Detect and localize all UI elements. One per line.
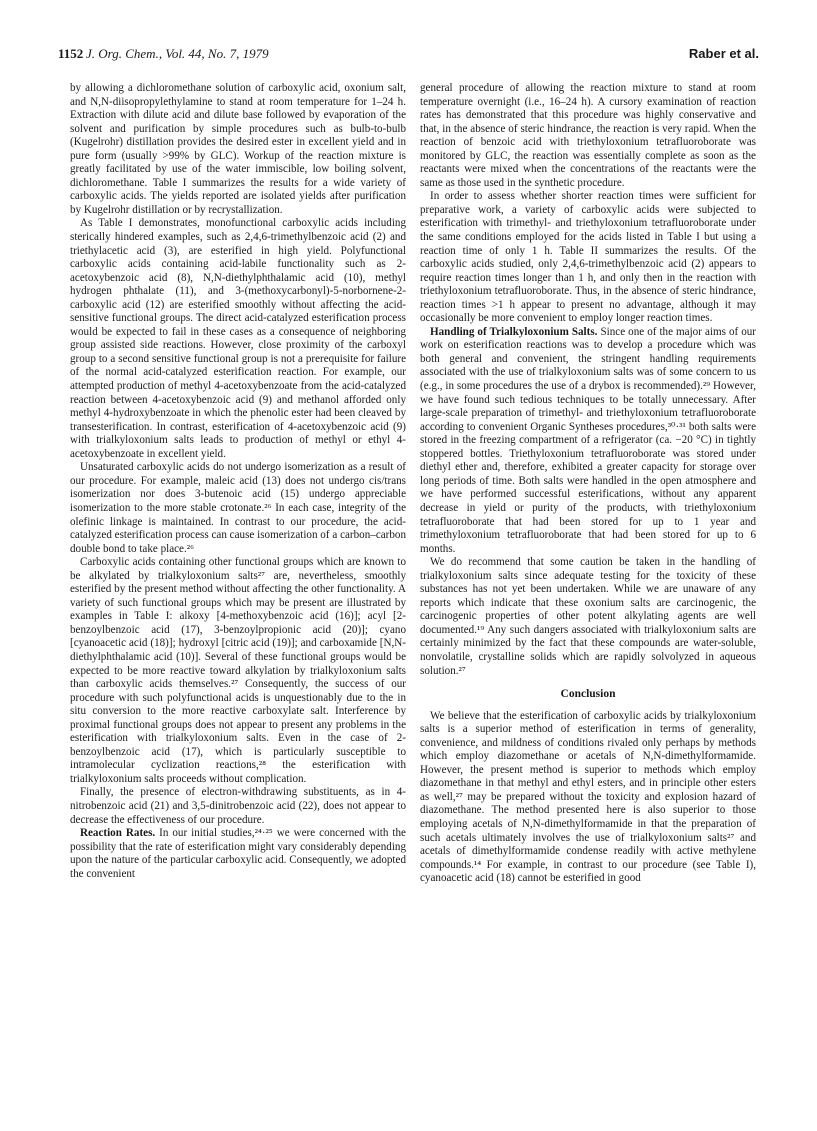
- paragraph: Finally, the presence of electron-withdrawing substituents, as in 4-nitrobenzoic acid (21) and 3,5-dinitrobenzoic acid (22), does not appear to decrease the effectiveness of our procedure.: [70, 786, 406, 826]
- journal-citation: J. Org. Chem., Vol. 44, No. 7, 1979: [86, 46, 269, 61]
- paragraph: We do recommend that some caution be taken in the handling of trialkyloxonium salts since adequate testing for the toxicity of these substances has not yet been undertaken. While we are unaware of any reports which indicate that these oxonium salts are carcinogenic, the carcinogenic properties of other potent alkylating agents are well documented.¹⁹ Any such dangers associated with trialkyloxonium salts are certainly minimized by the fact that these compounds are water-soluble, nonvolatile, crystalline solids which are rapidly solvolyzed in aqueous solution.²⁷: [420, 556, 756, 677]
- paragraph: In order to assess whether shorter reaction times were sufficient for preparative work, a variety of carboxylic acids were subjected to esterification with trimethyl- and triethyloxonium tetrafluoroborate under the same conditions employed for the acids listed in Table I but using a reaction time of only 1 h. Table II summarizes the results. Of the carboxylic acids studied, only 2,4,6-trimethylbenzoic acid (2) appears to require reaction times longer than 1 h, and only then in the reaction with triethyloxonium tetrafluoroborate. Thus, in the absence of steric hindrance, reaction times >1 h appear to present no advantage, although it may occasionally be more convenient to employ longer reaction times.: [420, 190, 756, 325]
- paragraph: Unsaturated carboxylic acids do not undergo isomerization as a result of our procedure. For example, maleic acid (13) does not undergo cis/trans isomerization nor does 3-butenoic acid (15) undergo appreciable isomerization to the more stable crotonate.²⁶ In each case, integrity of the olefinic linkage is maintained. In contrast to our procedure, the acid-catalyzed esterification process can cause isomerization of a carbon–carbon double bond to take place.²⁶: [70, 461, 406, 555]
- author-header: Raber et al.: [688, 46, 759, 61]
- handling-paragraph: [420, 326, 756, 556]
- running-header: [58, 46, 759, 66]
- paragraph-text: Since one of the major aims of our work on esterification reactions was to develop a procedure which was both general and convenient, the stringent handling requirements associated with the use of trialkyloxonium salts was of some concern to us (e.g., in some procedures the use of a drybox is recommended).²⁹ However, we have found such tedious techniques to be totally unnecessary. After large-scale preparation of trimethyl- and triethyloxonium tetrafluoroborate according to convenient Organic Syntheses procedures,³⁰·³¹ both salts were stored in the freezing compartment of a refrigerator (ca. −20 °C) in tightly stoppered bottles. Triethyloxonium tetrafluoroborate was stored under diethyl ether and, therefore, exhibited a greater capacity for storage over long periods of time. Both salts were handled in the open atmosphere and we have performed successful esterifications, without any apparent decrease in yield or purity of the products, with triethyloxonium tetrafluoroborate that had been stored for up to 1 year and trimethyloxonium tetrafluoroborate that had been stored for up to 6 months.: [420, 325, 756, 555]
- section-run-in-heading: Reaction Rates.: [80, 827, 156, 840]
- section-heading: Conclusion: [560, 688, 616, 701]
- paragraph: We believe that the esterification of carboxylic acids by trialkyloxonium salts is a superior method of esterification in terms of generality, convenience, and mildness of conditions rivaled only perhaps by methods which employ diazomethane or acetals of N,N-dimethylformamide. However, the present method is superior to methods which employ diazomethane in that methyl and ethyl esters, and in principle other esters as well,²⁷ may be prepared without the toxicity and explosion hazard of diazomethane. The method presented here is also superior to those employing acetals of N,N-dimethylformamide in that the preparation of such acetals ultimately involves the use of trialkyloxonium salts²⁷ and acetals of dimethylformamide condense readily with active methylene compounds.¹⁴ For example, in contrast to our procedure (see Table I), cyanoacetic acid (18) cannot be esterified in good: [420, 709, 756, 885]
- page-number: 1152: [58, 46, 84, 61]
- paragraph: As Table I demonstrates, monofunctional carboxylic acids including sterically hindered examples, such as 2,4,6-trimethylbenzoic acid (2) and triethylacetic acid (3), are esterified in high yield. Polyfunctional carboxylic acids containing acid-labile functionality such as 2-acetoxybenzoic acid (8), N,N-diethylphthalamic acid (10), methyl hydrogen phthalate (11), and 3-(methoxycarbonyl)-5-norbornene-2-carboxylic acid (12) are esterified smoothly without affecting the acid-sensitive functional groups. The direct acid-catalyzed esterification process would be expected to fail in these cases as a consequence of neighboring group assisted side reactions. However, close proximity of the carboxyl group to a second sensitive functional group is not a prerequisite for failure of the normal acid-catalyzed esterification reaction. For example, our attempted production of methyl 4-acetoxybenzoate from the acid-catalyzed reaction between 4-acetoxybenzoic acid (9) and methanol afforded only methyl 4-hydroxybenzoate in which the phenolic ester had been cleaved by transesterification. In contrast, esterification of 4-acetoxybenzoic acid (9) with trialkyloxonium salts leads to production of methyl or ethyl 4-acetoxybenzoate in excellent yield.: [70, 217, 406, 460]
- reaction-rates-paragraph: [70, 827, 406, 881]
- right-column: [420, 82, 756, 886]
- paragraph: general procedure of allowing the reaction mixture to stand at room temperature overnight (i.e., 16–24 h). A cursory examination of reaction rates has demonstrated that this procedure was highly conservative and that, in the absence of steric hindrance, the reaction is very rapid. When the reaction of benzoic acid with triethyloxonium tetrafluoroborate was monitored by GLC, the reaction was essentially complete as soon as the reactants were mixed when the concentrations of the reactants were the same as those used in the synthetic procedure.: [420, 82, 756, 189]
- left-column: [70, 82, 406, 881]
- section-run-in-heading: Handling of Trialkyloxonium Salts.: [430, 325, 598, 338]
- paragraph: by allowing a dichloromethane solution of carboxylic acid, oxonium salt, and N,N-diisopropylethylamine to stand at room temperature for 1–24 h. Extraction with dilute acid and dilute base followed by evaporation of the solvent and purification by simple procedures such as bulb-to-bulb (Kugelrohr) distillation provides the desired ester in excellent yield and in pure form (usually >99% by GLC). Workup of the reaction mixture is greatly facilitated by use of the water immiscible, low boiling solvent, dichloromethane. Table I summarizes the results for a wide variety of carboxylic acids. The yields reported are isolated yields after purification by Kugelrohr distillation or by recrystallization.: [70, 82, 406, 216]
- paragraph-text: In our initial studies,²⁴·²⁵ we were concerned with the possibility that the rate of esterification might vary considerably depending upon the nature of the particular carboxylic acid. Consequently, we adopted the convenient: [70, 827, 406, 880]
- paragraph: Carboxylic acids containing other functional groups which are known to be alkylated by trialkyloxonium salts²⁷ are, nevertheless, smoothly esterified by the present method without affecting the other functionality. A variety of such functional groups which may be present are illustrated by examples in Table I: alkoxy [4-methoxybenzoic acid (16)]; acyl [2-benzoylbenzoic acid (17), 3-benzoylpropionic acid (20)]; cyano [cyanoacetic acid (18)]; hydroxyl [citric acid (19)]; and carboxamide [N,N-diethylphthalamic acid (10)]. Several of these functional groups would be expected to be more reactive toward alkylation by trialkyloxonium salts than carboxylic acids themselves.²⁷ Consequently, the success of our procedure with such polyfunctional acids is unquestionably due to the in situ conversion to the more reactive carboxylate salt. Interference by proximal functional groups does not appear to present any problems in the esterification with trialkyloxonium salts. Even in the case of 2-benzoylbenzoic acid (17), which is particularly susceptible to intramolecular cyclization reactions,²⁸ the esterification with trialkyloxonium salts proceeds without complication.: [70, 556, 406, 785]
